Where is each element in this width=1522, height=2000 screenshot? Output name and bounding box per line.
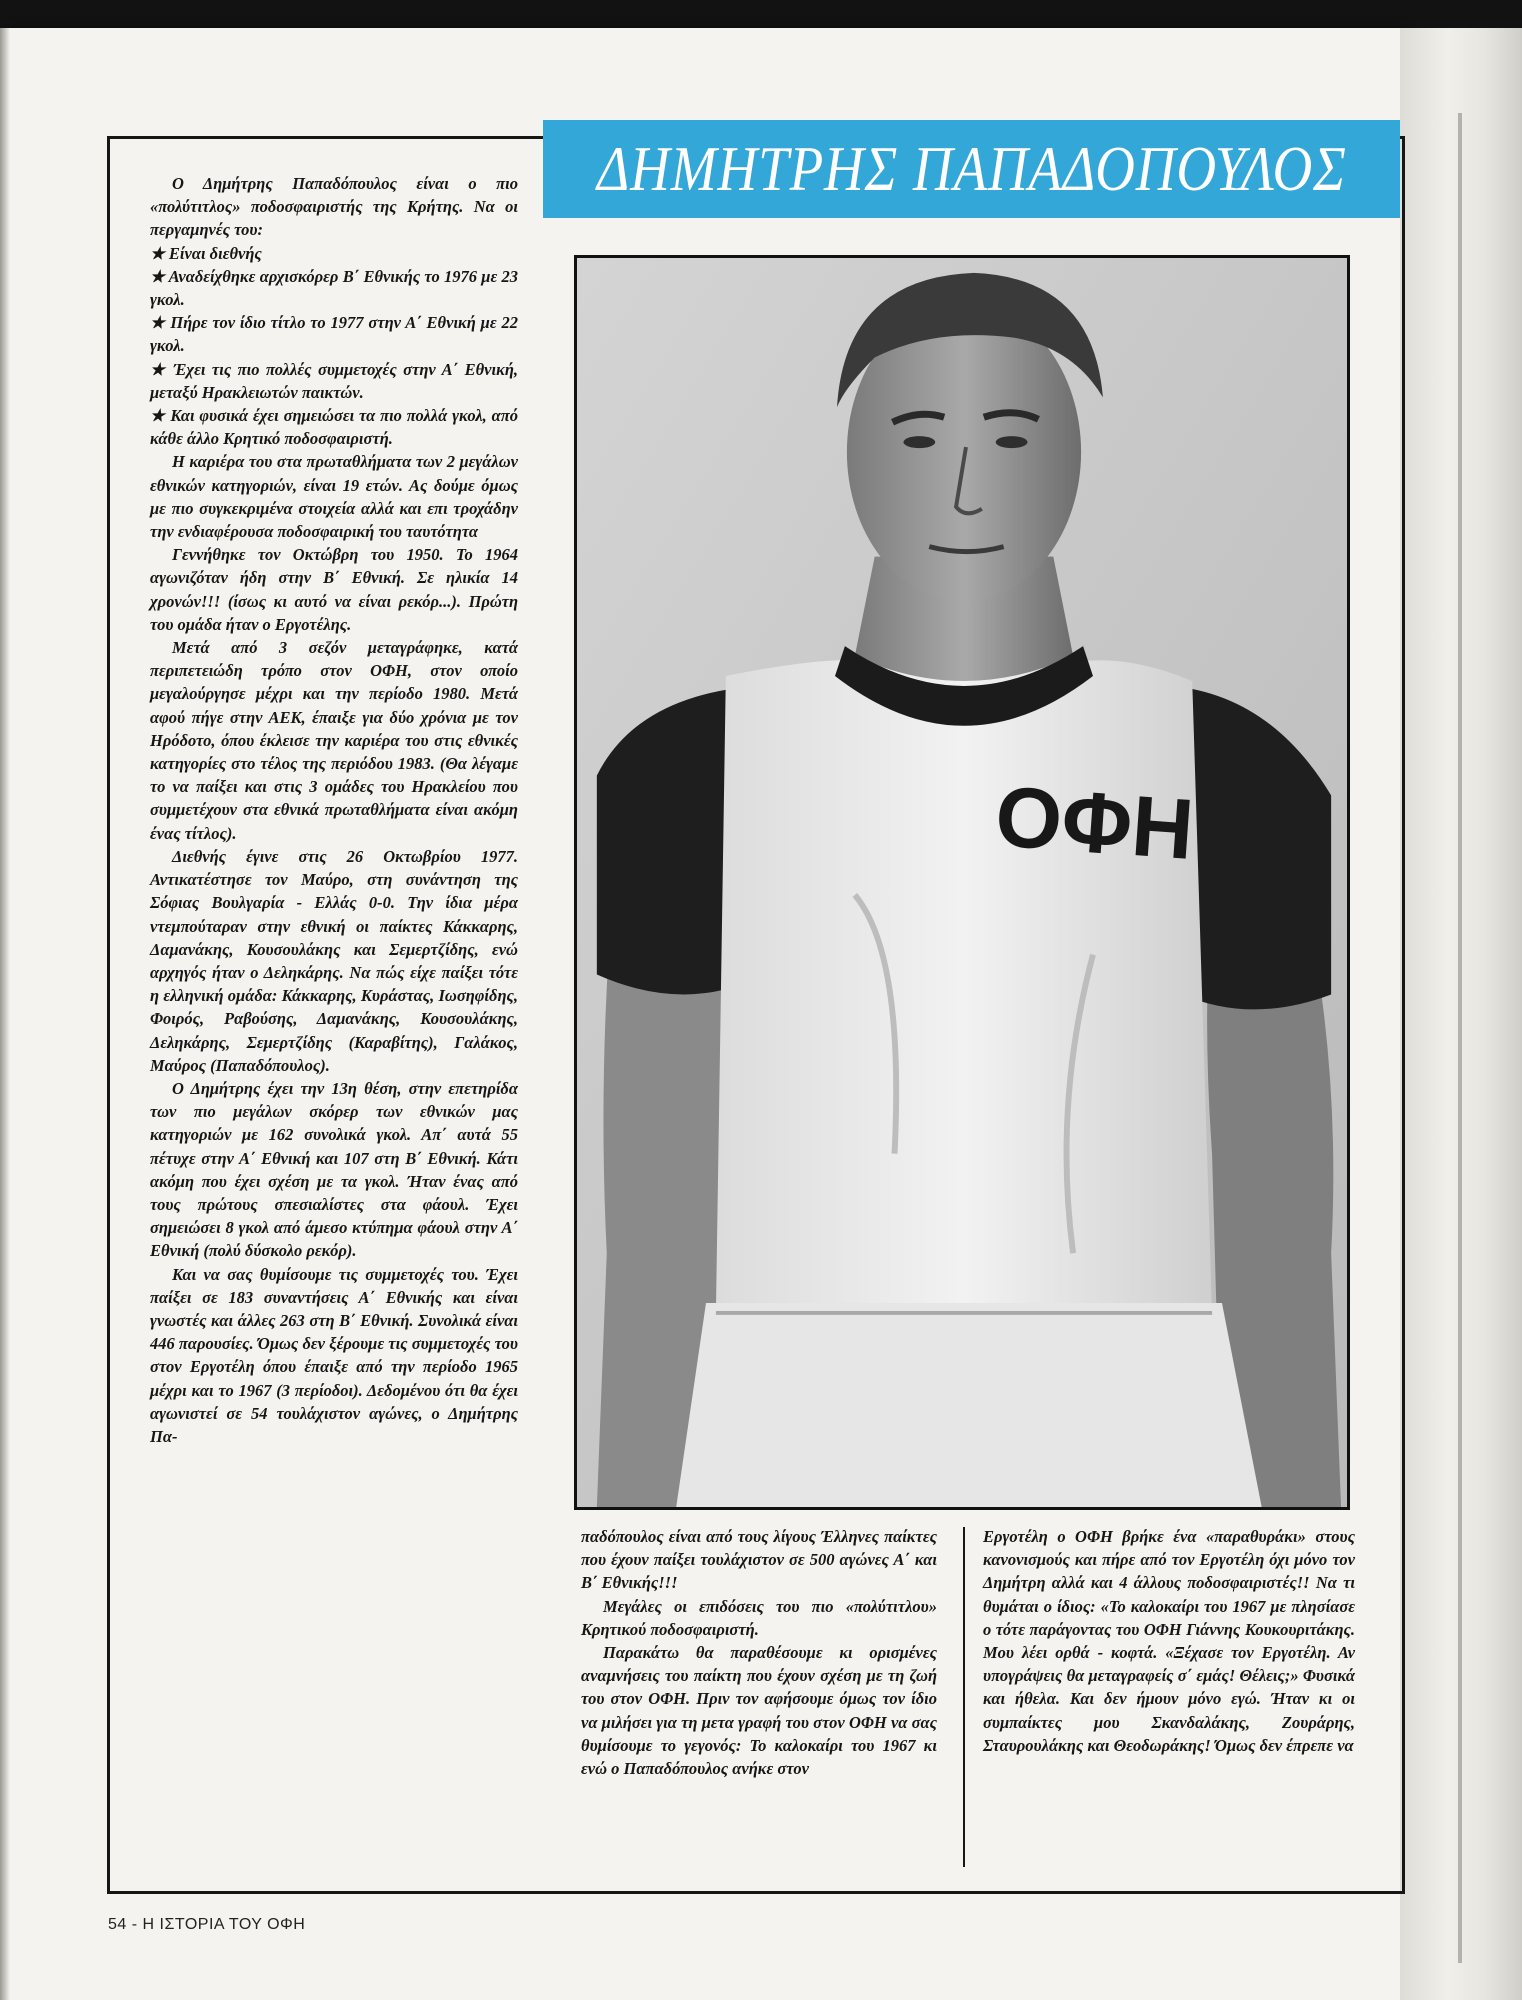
article-title: ΔΗΜΗΤΡΗΣ ΠΑΠΑΔΟΠΟΥΛΟΣ <box>596 133 1347 204</box>
paragraph: Μεγάλες οι επιδόσεις του πιο «πολύτιτλου» Κρητικού ποδοσφαιριστή. <box>581 1596 937 1639</box>
bullet-item: ★ Και φυσικά έχει σημειώσει τα πιο πολλά γκολ, από κάθε άλλο Κρητικό ποδοσφαιριστή. <box>150 406 518 449</box>
player-photo-illustration <box>577 258 1347 1507</box>
bullet-item: ★ Έχει τις πιο πολλές συμμετοχές στην Α΄ Εθνική, μεταξύ Ηρακλειωτών παικτών. <box>150 359 518 402</box>
paragraph: παδόπουλος είναι από τους λίγους Έλληνες παίκτες που έχουν παίξει τουλάχιστον σε 500 αγώνες Α΄ και Β΄ Εθνικής!!! <box>581 1527 937 1593</box>
binding-shadow <box>0 28 10 2000</box>
scan-top-edge <box>0 0 1522 30</box>
adjacent-page-frame-line <box>1458 113 1462 1963</box>
player-photo <box>574 255 1350 1510</box>
paragraph: Η καριέρα του στα πρωταθλήματα των 2 μεγάλων εθνικών κατηγοριών, είναι 19 ετών. Ας δούμε όμως με πιο συγκεκριμένα στοιχεία αλλά και επι τροχάδην την ενδιαφέρουσα ποδοσφαιρική του ταυτότητα <box>150 452 518 542</box>
paragraph: Γεννήθηκε τον Οκτώβρη του 1950. Το 1964 αγωνιζόταν ήδη στην Β΄ Εθνική. Σε ηλικία 14 χρονών!!! (ίσως κι αυτό να είναι ρεκόρ...). Πρώτη του ομάδα ήταν ο Εργοτέλης. <box>150 545 518 634</box>
bullet-item: ★ Είναι διεθνής <box>150 243 262 263</box>
article-column-2 <box>581 1525 937 1780</box>
paragraph: Και να σας θυμίσουμε τις συμμετοχές του. Έχει παίξει σε 183 συναντήσεις Α΄ Εθνικής και είναι γνωστές και άλλες 263 στη Β΄ Εθνική. Συνολικά είναι 446 παρουσίες. Όμως δεν ξέρουμε τις συμμετοχές του στον Εργοτέλη όπου έπαιξε από την περίοδο 1965 μέχρι και το 1967 (3 περίοδοι). Δεδομένου ότι θα έχει αγωνιστεί σε 54 τουλάχιστον αγώνες, ο Δημήτρης Πα- <box>150 1264 518 1446</box>
adjacent-page-edge <box>1400 28 1522 2000</box>
shirt-lettering: ΟΦΗ <box>992 769 1197 879</box>
paragraph: Ο Δημήτρης Παπαδόπουλος είναι ο πιο «πολύτιτλος» ποδοσφαιριστής της Κρήτης. Να οι περγαμηνές του: <box>150 174 518 240</box>
bullet-item: ★ Αναδείχθηκε αρχισκόρερ Β΄ Εθνικής το 1976 με 23 γκολ. <box>150 266 518 310</box>
page-footer: 54 - Η ΙΣΤΟΡΙΑ ΤΟΥ ΟΦΗ <box>108 1916 306 1933</box>
paragraph: Ο Δημήτρης έχει την 13η θέση, στην επετηρίδα των πιο μεγάλων σκόρερ των εθνικών μας κατηγοριών με 162 συνολικά γκολ. Απ΄ αυτά 55 πέτυχε στην Α΄ Εθνική και 107 στη Β΄ Εθνική. Κάτι ακόμη που έχει σχέση με τα γκολ. Ήταν ένας από τους πρώτους σπεσιαλίστες στα φάουλ. Έχει σημειώσει 8 γκολ από άμεσο κτύπημα φάουλ στην Α΄ Εθνική (πολύ δύσκολο ρεκόρ). <box>150 1078 518 1261</box>
bullet-item: ★ Πήρε τον ίδιο τίτλο το 1977 στην Α΄ Εθνική με 22 γκολ. <box>150 313 518 356</box>
paragraph: Παρακάτω θα παραθέσουμε κι ορισμένες αναμνήσεις του παίκτη που έχουν σχέση με τη ζωή του στον ΟΦΗ. Πριν τον αφήσουμε όμως τον ίδιο να μιλήσει για τη μετα γραφή του στον ΟΦΗ να σας θυμίσουμε το γεγονός: Το καλοκαίρι του 1967 κι ενώ ο Παπαδόπουλος ανήκε στον <box>581 1643 937 1779</box>
paragraph: Διεθνής έγινε στις 26 Οκτωβρίου 1977. Αντικατέστησε τον Μαύρο, στη συνάντηση της Σόφιας Βουλγαρία - Ελλάς 0-0. Την ίδια μέρα ντεμπούταραν στην εθνική οι παίκτες Κάκκαρης, Δαμανάκης, Κουσουλάκης και Σεμερτζίδης, ενώ αρχηγός ήταν ο Δεληκάρης. Να πώς είχε παίξει τότε η ελληνική ομάδα: Κάκκαρης, Κυράστας, Ιωσηφίδης, Φοιρός, Ραβούσης, Δαμανάκης, Κουσουλάκης, Δεληκάρης, Σεμερτζίδης (Καραβίτης), Γαλάκος, Μαύρος (Παπαδόπουλος). <box>150 846 518 1075</box>
paragraph: Μετά από 3 σεζόν μεταγράφηκε, κατά περιπετειώδη τρόπο στον ΟΦΗ, στον οποίο μεγαλούργησε μέχρι και την περίοδο 1980. Μετά αφού πήγε στην ΑΕΚ, έπαιξε για δύο χρόνια με τον Ηρόδοτο, όπου έκλεισε την καριέρα του στις εθνικές κατηγορίες στο τέλος της περιόδου 1983. (Θα λέγαμε το να παίξει και στις 3 ομάδες του Ηρακλείου που συμμετέχουν στα εθνικά πρωταθλήματα είναι ακόμη ένας τίτλος). <box>150 638 518 843</box>
article-column-3 <box>983 1525 1355 1757</box>
title-banner <box>543 120 1400 218</box>
paragraph: Εργοτέλη ο ΟΦΗ βρήκε ένα «παραθυράκι» στους κανονισμούς και πήρε από τον Εργοτέλη όχι μόνο τον Δημήτρη αλλά και 4 άλλους ποδοσφαιριστές!! Να τι θυμάται ο ίδιος: «Το καλοκαίρι του 1967 με πλησίασε ο τότε παράγοντας του ΟΦΗ Γιάννης Κουκουριτάκης. Μου λέει ορθά - κοφτά. «Ξέχασε τον Εργοτέλη. Αν υπογράψεις θα μεταγραφείς σ΄ εμάς! Θέλεις;» Φυσικά και ήθελα. Και δεν ήμουν μόνο εγώ. Ήταν κι οι συμπαίκτες μου Σκανδαλάκης, Ζουράρης, Σταυρουλάκης και Θεοδωράκης! Όμως δεν έπρεπε να <box>983 1527 1355 1755</box>
column-rule <box>963 1527 965 1867</box>
article-column-1 <box>150 172 518 1448</box>
